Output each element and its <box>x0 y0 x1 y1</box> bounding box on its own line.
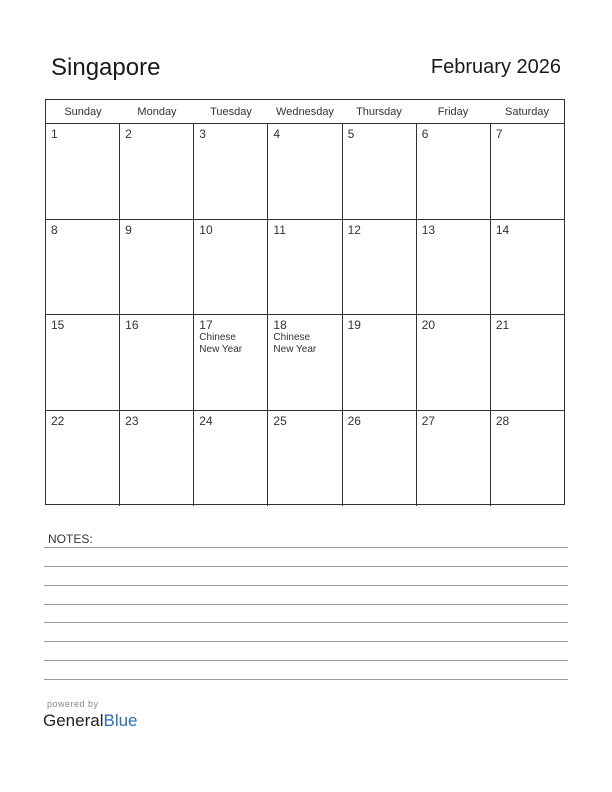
day-cell[interactable] <box>491 411 564 507</box>
month-year-title: February 2026 <box>430 56 561 78</box>
day-cell[interactable] <box>194 315 268 410</box>
logo-general: General <box>43 711 104 730</box>
day-number: 5 <box>347 127 355 141</box>
country-title: Singapore <box>51 54 161 81</box>
day-cell[interactable] <box>46 124 120 219</box>
day-number: 22 <box>51 413 65 428</box>
weekday-saturday: Saturday <box>504 106 550 118</box>
day-number: 14 <box>495 222 510 237</box>
calendar-week-row <box>46 411 564 507</box>
calendar-week-row <box>46 220 564 316</box>
day-number: 28 <box>495 413 510 428</box>
day-number: 17 <box>199 318 213 332</box>
day-cell[interactable] <box>491 124 564 219</box>
day-number: 1 <box>51 127 58 141</box>
note-line <box>44 641 568 642</box>
day-cell[interactable] <box>46 411 120 507</box>
day-cell[interactable] <box>343 315 417 410</box>
weekday-friday: Friday <box>437 106 469 118</box>
note-line <box>44 604 568 605</box>
day-number: 7 <box>495 127 503 141</box>
day-number: 19 <box>347 318 361 332</box>
note-line <box>44 622 568 623</box>
generalblue-logo[interactable] <box>43 711 138 731</box>
weekday-header-row <box>46 100 564 124</box>
day-cell[interactable] <box>417 220 491 315</box>
day-cell[interactable] <box>417 315 491 410</box>
day-cell[interactable] <box>417 411 491 507</box>
day-number: 3 <box>199 127 206 141</box>
notes-label: NOTES: <box>48 532 93 546</box>
day-cell[interactable] <box>268 315 342 410</box>
note-line <box>44 679 568 680</box>
day-number: 18 <box>273 318 287 332</box>
calendar-week-row <box>46 315 564 411</box>
day-number: 24 <box>199 413 213 428</box>
day-number: 9 <box>125 222 132 237</box>
day-cell[interactable] <box>46 315 120 410</box>
day-number: 16 <box>125 318 139 332</box>
calendar-week-row <box>46 124 564 220</box>
holiday-label: Chinese New Year <box>273 332 317 355</box>
weekday-monday: Monday <box>137 106 177 118</box>
day-number: 10 <box>199 222 213 237</box>
day-cell[interactable] <box>491 220 564 315</box>
day-cell[interactable] <box>268 220 342 315</box>
day-cell[interactable] <box>120 220 194 315</box>
note-line <box>44 566 568 567</box>
holiday-label: Chinese New Year <box>199 332 243 355</box>
day-cell[interactable] <box>343 220 417 315</box>
day-number: 25 <box>273 413 287 428</box>
day-number: 21 <box>495 318 510 332</box>
note-line <box>44 585 568 586</box>
day-cell[interactable] <box>120 411 194 507</box>
day-number: 6 <box>421 127 429 141</box>
weekday-thursday: Thursday <box>356 106 402 118</box>
weekday-sunday: Sunday <box>64 106 102 118</box>
day-cell[interactable] <box>491 315 564 410</box>
day-number: 20 <box>421 318 436 332</box>
day-cell[interactable] <box>417 124 491 219</box>
day-number: 15 <box>51 318 65 332</box>
day-cell[interactable] <box>194 124 268 219</box>
day-number: 11 <box>273 222 286 237</box>
day-cell[interactable] <box>268 124 342 219</box>
day-number: 4 <box>273 127 281 141</box>
calendar-grid <box>45 99 565 505</box>
day-cell[interactable] <box>343 411 417 507</box>
powered-by-text: powered by <box>47 699 99 709</box>
note-line <box>44 660 568 661</box>
weeks-container <box>46 124 564 506</box>
day-number: 26 <box>347 413 361 428</box>
day-number: 2 <box>125 127 132 141</box>
day-cell[interactable] <box>194 411 268 507</box>
day-number: 23 <box>125 413 139 428</box>
day-number: 12 <box>347 222 361 237</box>
day-cell[interactable] <box>46 220 120 315</box>
logo-blue: Blue <box>103 711 138 730</box>
day-number: 27 <box>421 413 436 428</box>
day-number: 13 <box>421 222 436 237</box>
day-cell[interactable] <box>268 411 342 507</box>
day-cell[interactable] <box>120 124 194 219</box>
day-number: 8 <box>51 222 58 237</box>
day-cell[interactable] <box>343 124 417 219</box>
day-cell[interactable] <box>120 315 194 410</box>
weekday-wednesday: Wednesday <box>276 106 334 118</box>
day-cell[interactable] <box>194 220 268 315</box>
weekday-tuesday: Tuesday <box>210 106 252 118</box>
note-line <box>44 547 568 548</box>
